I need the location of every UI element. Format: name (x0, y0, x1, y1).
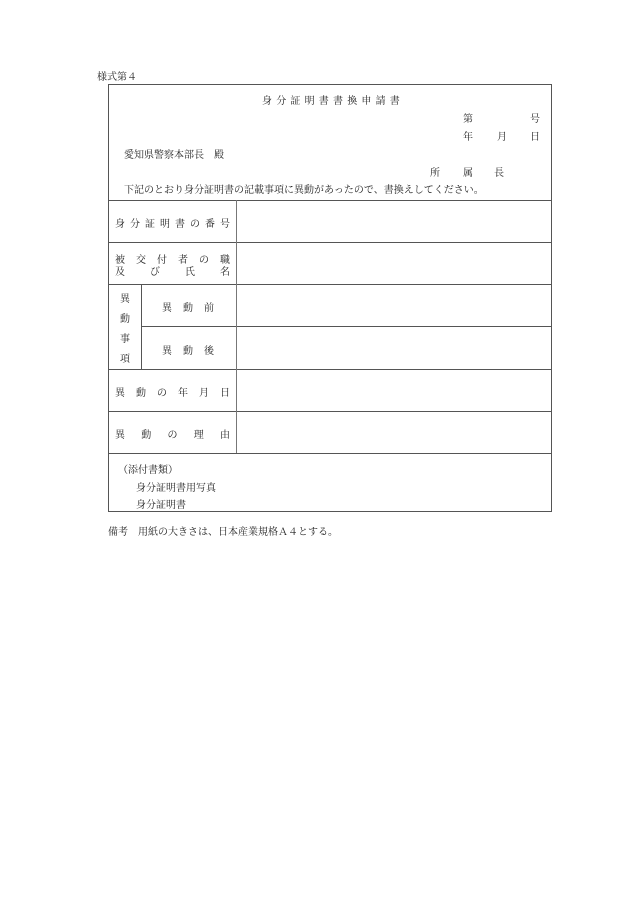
after-change-field[interactable] (237, 327, 551, 369)
divider (108, 453, 552, 454)
form-id: 様式第４ (97, 72, 137, 83)
label-id-number: 身 分 証 明 書 の 番 号 (115, 219, 230, 230)
date-month: 月 (497, 132, 507, 143)
remarks: 備考 用紙の大きさは、日本産業規格Ａ４とする。 (108, 527, 338, 538)
affiliation-char: 所 (430, 168, 440, 179)
label-change-reason: 異 動 の 理 由 (115, 430, 230, 441)
attachment-item: 身分証明書 (136, 500, 186, 511)
number-suffix: 号 (530, 114, 540, 125)
attachments-heading: （添付書類） (118, 465, 178, 476)
number-prefix: 第 (463, 114, 473, 125)
affiliation-char: 属 (463, 168, 473, 179)
before-change-field[interactable] (237, 285, 551, 326)
date-year: 年 (463, 132, 473, 143)
label-holder-line1: 被 交 付 者 の 職 (115, 255, 230, 266)
change-reason-field[interactable] (237, 412, 551, 453)
date-day: 日 (530, 132, 540, 143)
label-change-date: 異 動 の 年 月 日 (115, 388, 230, 399)
label-after-change: 異 動 後 (162, 346, 214, 357)
addressee: 愛知県警察本部長 殿 (124, 150, 224, 161)
attachment-item: 身分証明書用写真 (136, 483, 216, 494)
column-divider (141, 284, 142, 369)
request-text: 下記のとおり身分証明書の記載事項に異動があったので、書換えしてください。 (124, 185, 484, 196)
form-title: 身分証明書書換申請書 (262, 96, 404, 107)
label-holder-line2: 及 び 氏 名 (115, 267, 230, 278)
label-change-items: 異 動 事 項 (120, 294, 130, 365)
id-number-field[interactable] (237, 201, 551, 242)
label-before-change: 異 動 前 (162, 303, 214, 314)
affiliation-char: 長 (494, 168, 504, 179)
holder-title-name-field[interactable] (237, 243, 551, 284)
change-date-field[interactable] (237, 370, 551, 411)
